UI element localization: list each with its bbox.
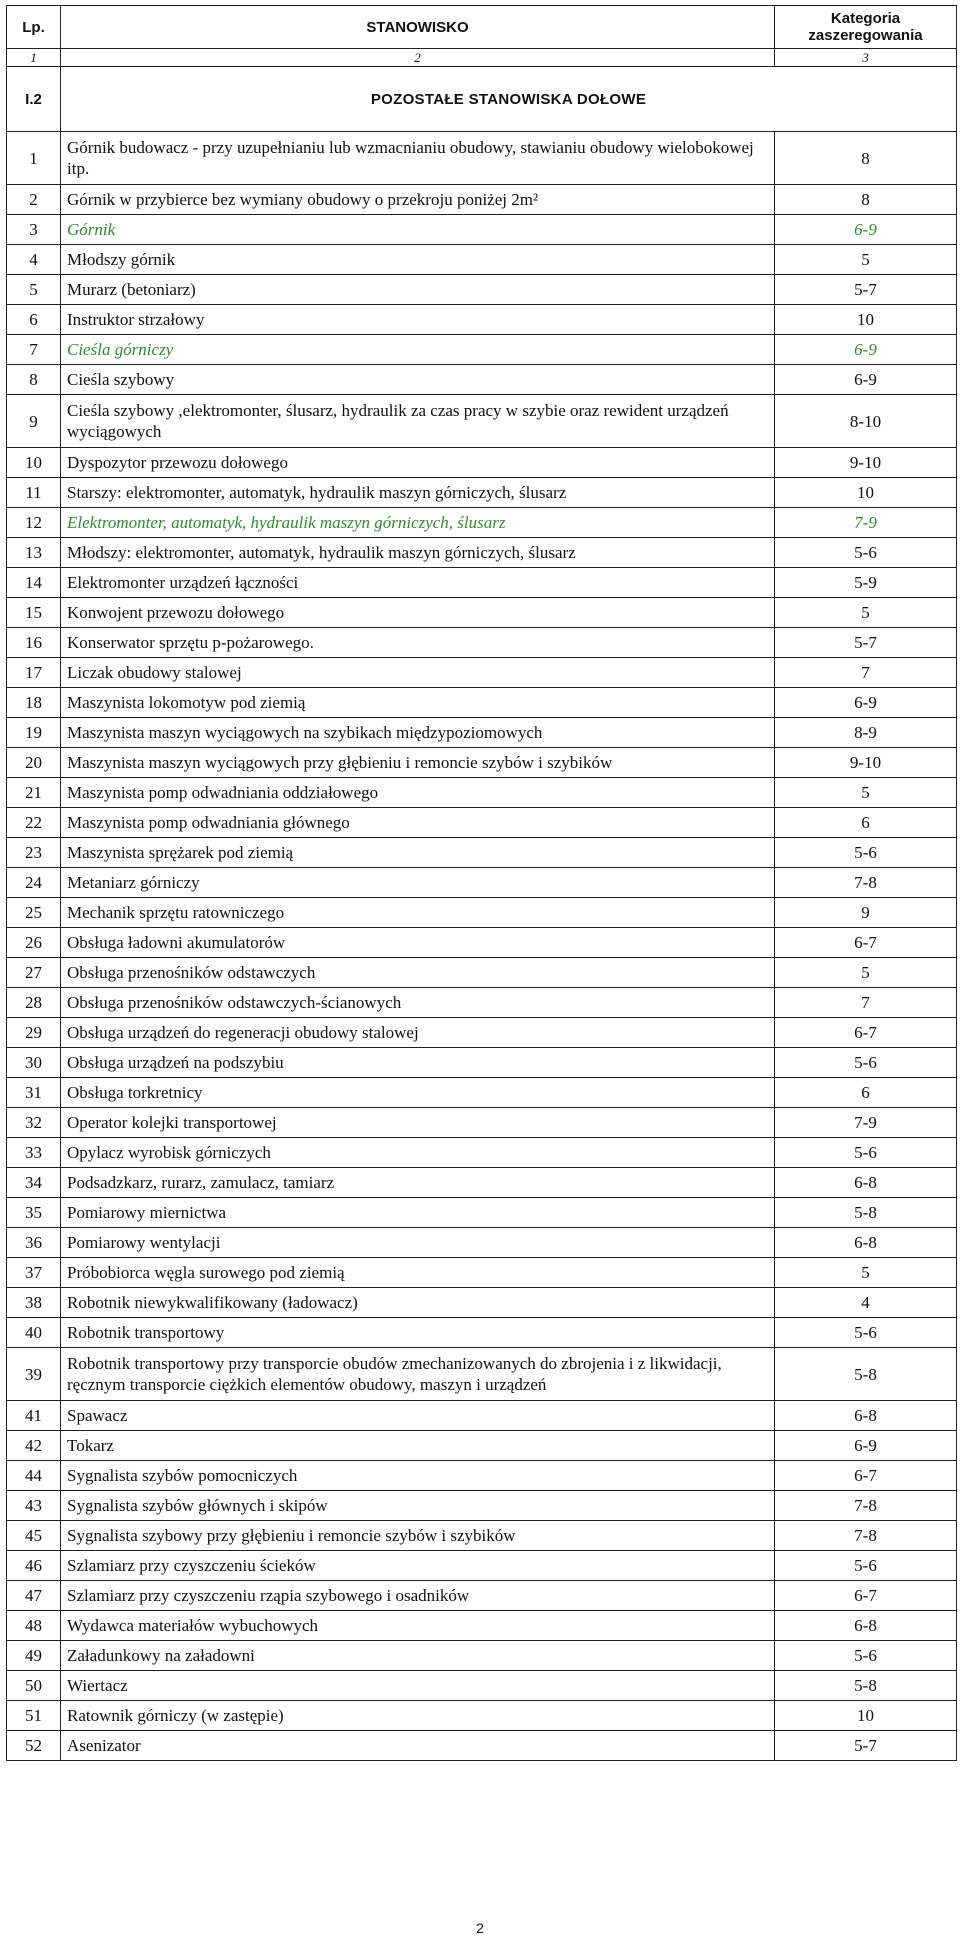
row-category: 9-10	[775, 748, 957, 778]
table-row	[7, 1431, 957, 1461]
table-row	[7, 448, 957, 478]
row-category: 5-7	[775, 1731, 957, 1761]
row-category: 6-9	[775, 688, 957, 718]
column-index-3: 3	[775, 49, 957, 67]
row-lp: 9	[7, 395, 61, 448]
row-position-name: Górnik budowacz - przy uzupełnianiu lub wzmacnianiu obudowy, stawianiu obudowy wielobokowej itp.	[61, 132, 775, 185]
row-position-name: Górnik	[61, 215, 775, 245]
row-position-name: Mechanik sprzętu ratowniczego	[61, 898, 775, 928]
row-position-name: Szlamiarz przy czyszczeniu ścieków	[61, 1551, 775, 1581]
row-position-name: Obsługa przenośników odstawczych-ścianowych	[61, 988, 775, 1018]
row-category: 10	[775, 1701, 957, 1731]
row-category: 5-6	[775, 838, 957, 868]
row-position-name: Robotnik transportowy	[61, 1318, 775, 1348]
table-row	[7, 778, 957, 808]
table-row	[7, 568, 957, 598]
row-lp: 1	[7, 132, 61, 185]
row-position-name: Maszynista maszyn wyciągowych na szybikach międzypoziomowych	[61, 718, 775, 748]
row-category: 10	[775, 478, 957, 508]
row-lp: 48	[7, 1611, 61, 1641]
row-category: 5-7	[775, 275, 957, 305]
row-category: 6-7	[775, 1581, 957, 1611]
row-lp: 14	[7, 568, 61, 598]
row-lp: 3	[7, 215, 61, 245]
row-lp: 19	[7, 718, 61, 748]
table-row	[7, 1701, 957, 1731]
row-category: 5-6	[775, 1551, 957, 1581]
table-row	[7, 868, 957, 898]
row-lp: 33	[7, 1138, 61, 1168]
row-category: 4	[775, 1288, 957, 1318]
row-lp: 43	[7, 1491, 61, 1521]
row-category: 5	[775, 958, 957, 988]
row-position-name: Sygnalista szybów pomocniczych	[61, 1461, 775, 1491]
row-category: 6-9	[775, 215, 957, 245]
row-position-name: Opylacz wyrobisk górniczych	[61, 1138, 775, 1168]
table-row	[7, 928, 957, 958]
row-position-name: Maszynista pomp odwadniania głównego	[61, 808, 775, 838]
table-row	[7, 305, 957, 335]
row-position-name: Cieśla szybowy	[61, 365, 775, 395]
row-position-name: Pomiarowy wentylacji	[61, 1228, 775, 1258]
row-category: 6-9	[775, 1431, 957, 1461]
row-lp: 2	[7, 185, 61, 215]
row-position-name: Obsługa urządzeń do regeneracji obudowy stalowej	[61, 1018, 775, 1048]
row-category: 5-8	[775, 1198, 957, 1228]
row-category: 7-8	[775, 868, 957, 898]
row-lp: 27	[7, 958, 61, 988]
table-row	[7, 1348, 957, 1401]
row-category: 6-8	[775, 1401, 957, 1431]
table-row	[7, 1671, 957, 1701]
row-category: 5-8	[775, 1671, 957, 1701]
row-position-name: Szlamiarz przy czyszczeniu rząpia szybowego i osadników	[61, 1581, 775, 1611]
row-category: 5-7	[775, 628, 957, 658]
row-category: 6-9	[775, 365, 957, 395]
table-row	[7, 808, 957, 838]
table-row	[7, 275, 957, 305]
row-category: 7	[775, 658, 957, 688]
row-category: 7	[775, 988, 957, 1018]
table-row	[7, 365, 957, 395]
table-row	[7, 1491, 957, 1521]
row-position-name: Załadunkowy na załadowni	[61, 1641, 775, 1671]
row-position-name: Dyspozytor przewozu dołowego	[61, 448, 775, 478]
row-lp: 12	[7, 508, 61, 538]
table-row	[7, 1258, 957, 1288]
positions-table	[6, 5, 957, 1761]
table-row	[7, 1018, 957, 1048]
table-row	[7, 718, 957, 748]
row-lp: 30	[7, 1048, 61, 1078]
row-lp: 51	[7, 1701, 61, 1731]
row-category: 8-9	[775, 718, 957, 748]
row-category: 6-8	[775, 1611, 957, 1641]
column-index-2: 2	[61, 49, 775, 67]
row-position-name: Obsługa torkretnicy	[61, 1078, 775, 1108]
row-lp: 49	[7, 1641, 61, 1671]
row-lp: 39	[7, 1348, 61, 1401]
table-row	[7, 1168, 957, 1198]
row-category: 6-8	[775, 1168, 957, 1198]
table-row	[7, 1318, 957, 1348]
table-row	[7, 1198, 957, 1228]
row-position-name: Konwojent przewozu dołowego	[61, 598, 775, 628]
row-category: 5-6	[775, 1048, 957, 1078]
header-kategoria: Kategoria zaszeregowania	[775, 6, 957, 49]
row-lp: 25	[7, 898, 61, 928]
row-lp: 7	[7, 335, 61, 365]
row-position-name: Ratownik górniczy (w zastępie)	[61, 1701, 775, 1731]
table-row	[7, 335, 957, 365]
row-category: 5	[775, 1258, 957, 1288]
row-position-name: Konserwator sprzętu p-pożarowego.	[61, 628, 775, 658]
row-lp: 35	[7, 1198, 61, 1228]
table-row	[7, 395, 957, 448]
row-lp: 45	[7, 1521, 61, 1551]
row-category: 7-9	[775, 508, 957, 538]
row-category: 5-8	[775, 1348, 957, 1401]
table-row	[7, 245, 957, 275]
row-position-name: Maszynista maszyn wyciągowych przy głębieniu i remoncie szybów i szybików	[61, 748, 775, 778]
row-category: 6-8	[775, 1228, 957, 1258]
table-row	[7, 988, 957, 1018]
row-lp: 13	[7, 538, 61, 568]
row-position-name: Obsługa ładowni akumulatorów	[61, 928, 775, 958]
table-row	[7, 628, 957, 658]
row-position-name: Sygnalista szybowy przy głębieniu i remoncie szybów i szybików	[61, 1521, 775, 1551]
row-position-name: Operator kolejki transportowej	[61, 1108, 775, 1138]
table-row	[7, 1581, 957, 1611]
header-lp: Lp.	[7, 6, 61, 49]
row-category: 5	[775, 245, 957, 275]
row-lp: 21	[7, 778, 61, 808]
row-category: 7-8	[775, 1521, 957, 1551]
row-category: 8	[775, 132, 957, 185]
row-lp: 5	[7, 275, 61, 305]
row-lp: 47	[7, 1581, 61, 1611]
row-position-name: Tokarz	[61, 1431, 775, 1461]
row-position-name: Starszy: elektromonter, automatyk, hydraulik maszyn górniczych, ślusarz	[61, 478, 775, 508]
row-category: 6-9	[775, 335, 957, 365]
row-lp: 28	[7, 988, 61, 1018]
row-position-name: Robotnik niewykwalifikowany (ładowacz)	[61, 1288, 775, 1318]
row-position-name: Elektromonter urządzeń łączności	[61, 568, 775, 598]
row-position-name: Cieśla górniczy	[61, 335, 775, 365]
row-lp: 24	[7, 868, 61, 898]
row-position-name: Próbobiorca węgla surowego pod ziemią	[61, 1258, 775, 1288]
row-category: 6-7	[775, 1018, 957, 1048]
table-row	[7, 1138, 957, 1168]
row-category: 5-6	[775, 538, 957, 568]
row-lp: 52	[7, 1731, 61, 1761]
section-title: POZOSTAŁE STANOWISKA DOŁOWE	[61, 67, 957, 132]
row-position-name: Elektromonter, automatyk, hydraulik maszyn górniczych, ślusarz	[61, 508, 775, 538]
row-category: 6-7	[775, 1461, 957, 1491]
table-row	[7, 1078, 957, 1108]
row-lp: 31	[7, 1078, 61, 1108]
table-row	[7, 1288, 957, 1318]
table-row	[7, 538, 957, 568]
row-category: 5	[775, 778, 957, 808]
row-lp: 22	[7, 808, 61, 838]
row-position-name: Podsadzkarz, rurarz, zamulacz, tamiarz	[61, 1168, 775, 1198]
row-lp: 40	[7, 1318, 61, 1348]
row-lp: 46	[7, 1551, 61, 1581]
row-position-name: Maszynista sprężarek pod ziemią	[61, 838, 775, 868]
row-lp: 34	[7, 1168, 61, 1198]
row-lp: 50	[7, 1671, 61, 1701]
document-page	[6, 5, 956, 1761]
row-position-name: Maszynista lokomotyw pod ziemią	[61, 688, 775, 718]
row-position-name: Sygnalista szybów głównych i skipów	[61, 1491, 775, 1521]
row-position-name: Metaniarz górniczy	[61, 868, 775, 898]
table-row	[7, 1228, 957, 1258]
table-row	[7, 1731, 957, 1761]
row-lp: 16	[7, 628, 61, 658]
column-index-row	[7, 49, 957, 67]
table-row	[7, 508, 957, 538]
row-lp: 11	[7, 478, 61, 508]
row-position-name: Obsługa przenośników odstawczych	[61, 958, 775, 988]
table-row	[7, 658, 957, 688]
table-row	[7, 215, 957, 245]
column-index-1: 1	[7, 49, 61, 67]
table-row	[7, 478, 957, 508]
row-position-name: Liczak obudowy stalowej	[61, 658, 775, 688]
row-lp: 26	[7, 928, 61, 958]
row-position-name: Obsługa urządzeń na podszybiu	[61, 1048, 775, 1078]
row-category: 5-6	[775, 1641, 957, 1671]
row-category: 6-7	[775, 928, 957, 958]
table-row	[7, 1551, 957, 1581]
table-row	[7, 688, 957, 718]
row-position-name: Wiertacz	[61, 1671, 775, 1701]
row-position-name: Asenizator	[61, 1731, 775, 1761]
header-stanowisko: STANOWISKO	[61, 6, 775, 49]
row-position-name: Wydawca materiałów wybuchowych	[61, 1611, 775, 1641]
row-lp: 41	[7, 1401, 61, 1431]
row-category: 10	[775, 305, 957, 335]
row-lp: 6	[7, 305, 61, 335]
row-position-name: Murarz (betoniarz)	[61, 275, 775, 305]
row-lp: 20	[7, 748, 61, 778]
row-position-name: Pomiarowy miernictwa	[61, 1198, 775, 1228]
row-category: 7-8	[775, 1491, 957, 1521]
row-lp: 10	[7, 448, 61, 478]
row-position-name: Spawacz	[61, 1401, 775, 1431]
row-category: 5-6	[775, 1138, 957, 1168]
row-category: 6	[775, 1078, 957, 1108]
row-lp: 42	[7, 1431, 61, 1461]
table-row	[7, 185, 957, 215]
table-row	[7, 132, 957, 185]
row-lp: 29	[7, 1018, 61, 1048]
page-number: 2	[476, 1920, 484, 1936]
row-lp: 37	[7, 1258, 61, 1288]
row-category: 9	[775, 898, 957, 928]
row-lp: 18	[7, 688, 61, 718]
row-category: 8-10	[775, 395, 957, 448]
table-row	[7, 838, 957, 868]
section-lp: I.2	[7, 67, 61, 132]
table-row	[7, 898, 957, 928]
row-category: 7-9	[775, 1108, 957, 1138]
row-lp: 38	[7, 1288, 61, 1318]
table-row	[7, 748, 957, 778]
row-category: 8	[775, 185, 957, 215]
row-category: 5-6	[775, 1318, 957, 1348]
row-position-name: Robotnik transportowy przy transporcie obudów zmechanizowanych do zbrojenia i z likwidacji, ręcznym transporcie ciężkich elementów obudowy, maszyn i urządzeń	[61, 1348, 775, 1401]
row-lp: 8	[7, 365, 61, 395]
row-position-name: Cieśla szybowy ,elektromonter, ślusarz, hydraulik za czas pracy w szybie oraz rewident urządzeń wyciągowych	[61, 395, 775, 448]
row-category: 5-9	[775, 568, 957, 598]
table-row	[7, 1401, 957, 1431]
row-position-name: Instruktor strzałowy	[61, 305, 775, 335]
row-lp: 44	[7, 1461, 61, 1491]
row-lp: 4	[7, 245, 61, 275]
table-row	[7, 598, 957, 628]
row-category: 5	[775, 598, 957, 628]
row-position-name: Młodszy górnik	[61, 245, 775, 275]
section-row	[7, 67, 957, 132]
row-lp: 32	[7, 1108, 61, 1138]
table-row	[7, 1611, 957, 1641]
table-row	[7, 1108, 957, 1138]
row-position-name: Młodszy: elektromonter, automatyk, hydraulik maszyn górniczych, ślusarz	[61, 538, 775, 568]
table-row	[7, 1521, 957, 1551]
row-lp: 36	[7, 1228, 61, 1258]
row-lp: 17	[7, 658, 61, 688]
row-category: 6	[775, 808, 957, 838]
table-row	[7, 1048, 957, 1078]
row-lp: 15	[7, 598, 61, 628]
row-position-name: Maszynista pomp odwadniania oddziałowego	[61, 778, 775, 808]
row-lp: 23	[7, 838, 61, 868]
row-category: 9-10	[775, 448, 957, 478]
table-row	[7, 1641, 957, 1671]
table-header-row	[7, 6, 957, 49]
table-row	[7, 958, 957, 988]
table-row	[7, 1461, 957, 1491]
row-position-name: Górnik w przybierce bez wymiany obudowy o przekroju poniżej 2m²	[61, 185, 775, 215]
